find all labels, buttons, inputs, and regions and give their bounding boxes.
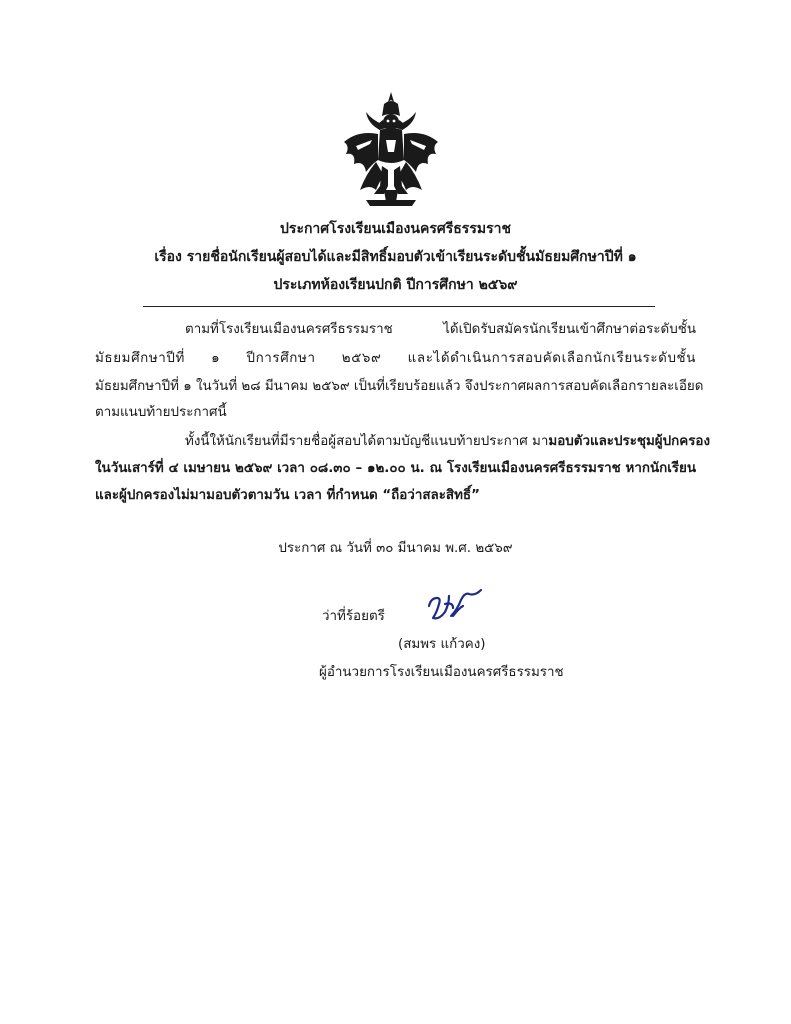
paragraph-1-line-3: มัธยมศึกษาปีที่ ๑ ในวันที่ ๒๘ มีนาคม ๒๕๖๙ เป็นที่เรียบร้อยแล้ว จึงประกาศผลการสอบคัดเลือกรายละเอียด — [95, 379, 704, 394]
announcement-date: ประกาศ ณ วันที่ ๓๐ มีนาคม พ.ศ. ๒๕๖๙ — [278, 541, 513, 556]
garuda-emblem-icon — [336, 90, 446, 210]
announcement-title: ประกาศโรงเรียนเมืองนครศรีธรรมราช — [280, 221, 511, 237]
paragraph-2-line-3: และผู้ปกครองไม่มามอบตัวตามวัน เวลา ที่กำหนด “ถือว่าสละสิทธิ์” — [95, 488, 480, 503]
paragraph-1-line-4: ตามแนบท้ายประกาศนี้ — [95, 405, 227, 420]
paragraph-1-line-1: ตามที่โรงเรียนเมืองนครศรีธรรมราช ได้เปิดรับสมัครนักเรียนเข้าศึกษาต่อระดับชั้น — [185, 322, 696, 337]
paragraph-1-line-2: มัธยมศึกษาปีที่ ๑ ปีการศึกษา ๒๕๖๙ และได้ดำเนินการสอบคัดเลือกนักเรียนระดับชั้น — [95, 351, 696, 366]
signer-name: (สมพร แก้วคง) — [398, 637, 486, 652]
paragraph-2-line-2: ในวันเสาร์ที่ ๔ เมษายน ๒๕๖๙ เวลา ๐๘.๓๐ – ๑๒.๐๐ น. ณ โรงเรียนเมืองนครศรีธรรมราช หากนักเรียน — [95, 461, 696, 476]
signer-position: ผู้อำนวยการโรงเรียนเมืองนครศรีธรรมราช — [319, 665, 564, 680]
paragraph-2-line-1 — [185, 434, 710, 450]
paragraph-2-line-1-emphasis: มอบตัวและประชุมผู้ปกครอง — [548, 434, 710, 449]
announcement-category: ประเภทห้องเรียนปกติ ปีการศึกษา ๒๕๖๙ — [273, 277, 518, 293]
header-divider — [143, 306, 655, 307]
announcement-subject: เรื่อง รายชื่อนักเรียนผู้สอบได้และมีสิทธิ์มอบตัวเข้าเรียนระดับชั้นมัธยมศึกษาปีที่ ๑ — [154, 249, 637, 265]
handwritten-signature — [423, 586, 485, 626]
paragraph-2-line-1-text: ทั้งนี้ให้นักเรียนที่มีรายชื่อผู้สอบได้ตามบัญชีแนบท้ายประกาศ มา — [185, 434, 549, 449]
signer-rank: ว่าที่ร้อยตรี — [322, 609, 385, 624]
